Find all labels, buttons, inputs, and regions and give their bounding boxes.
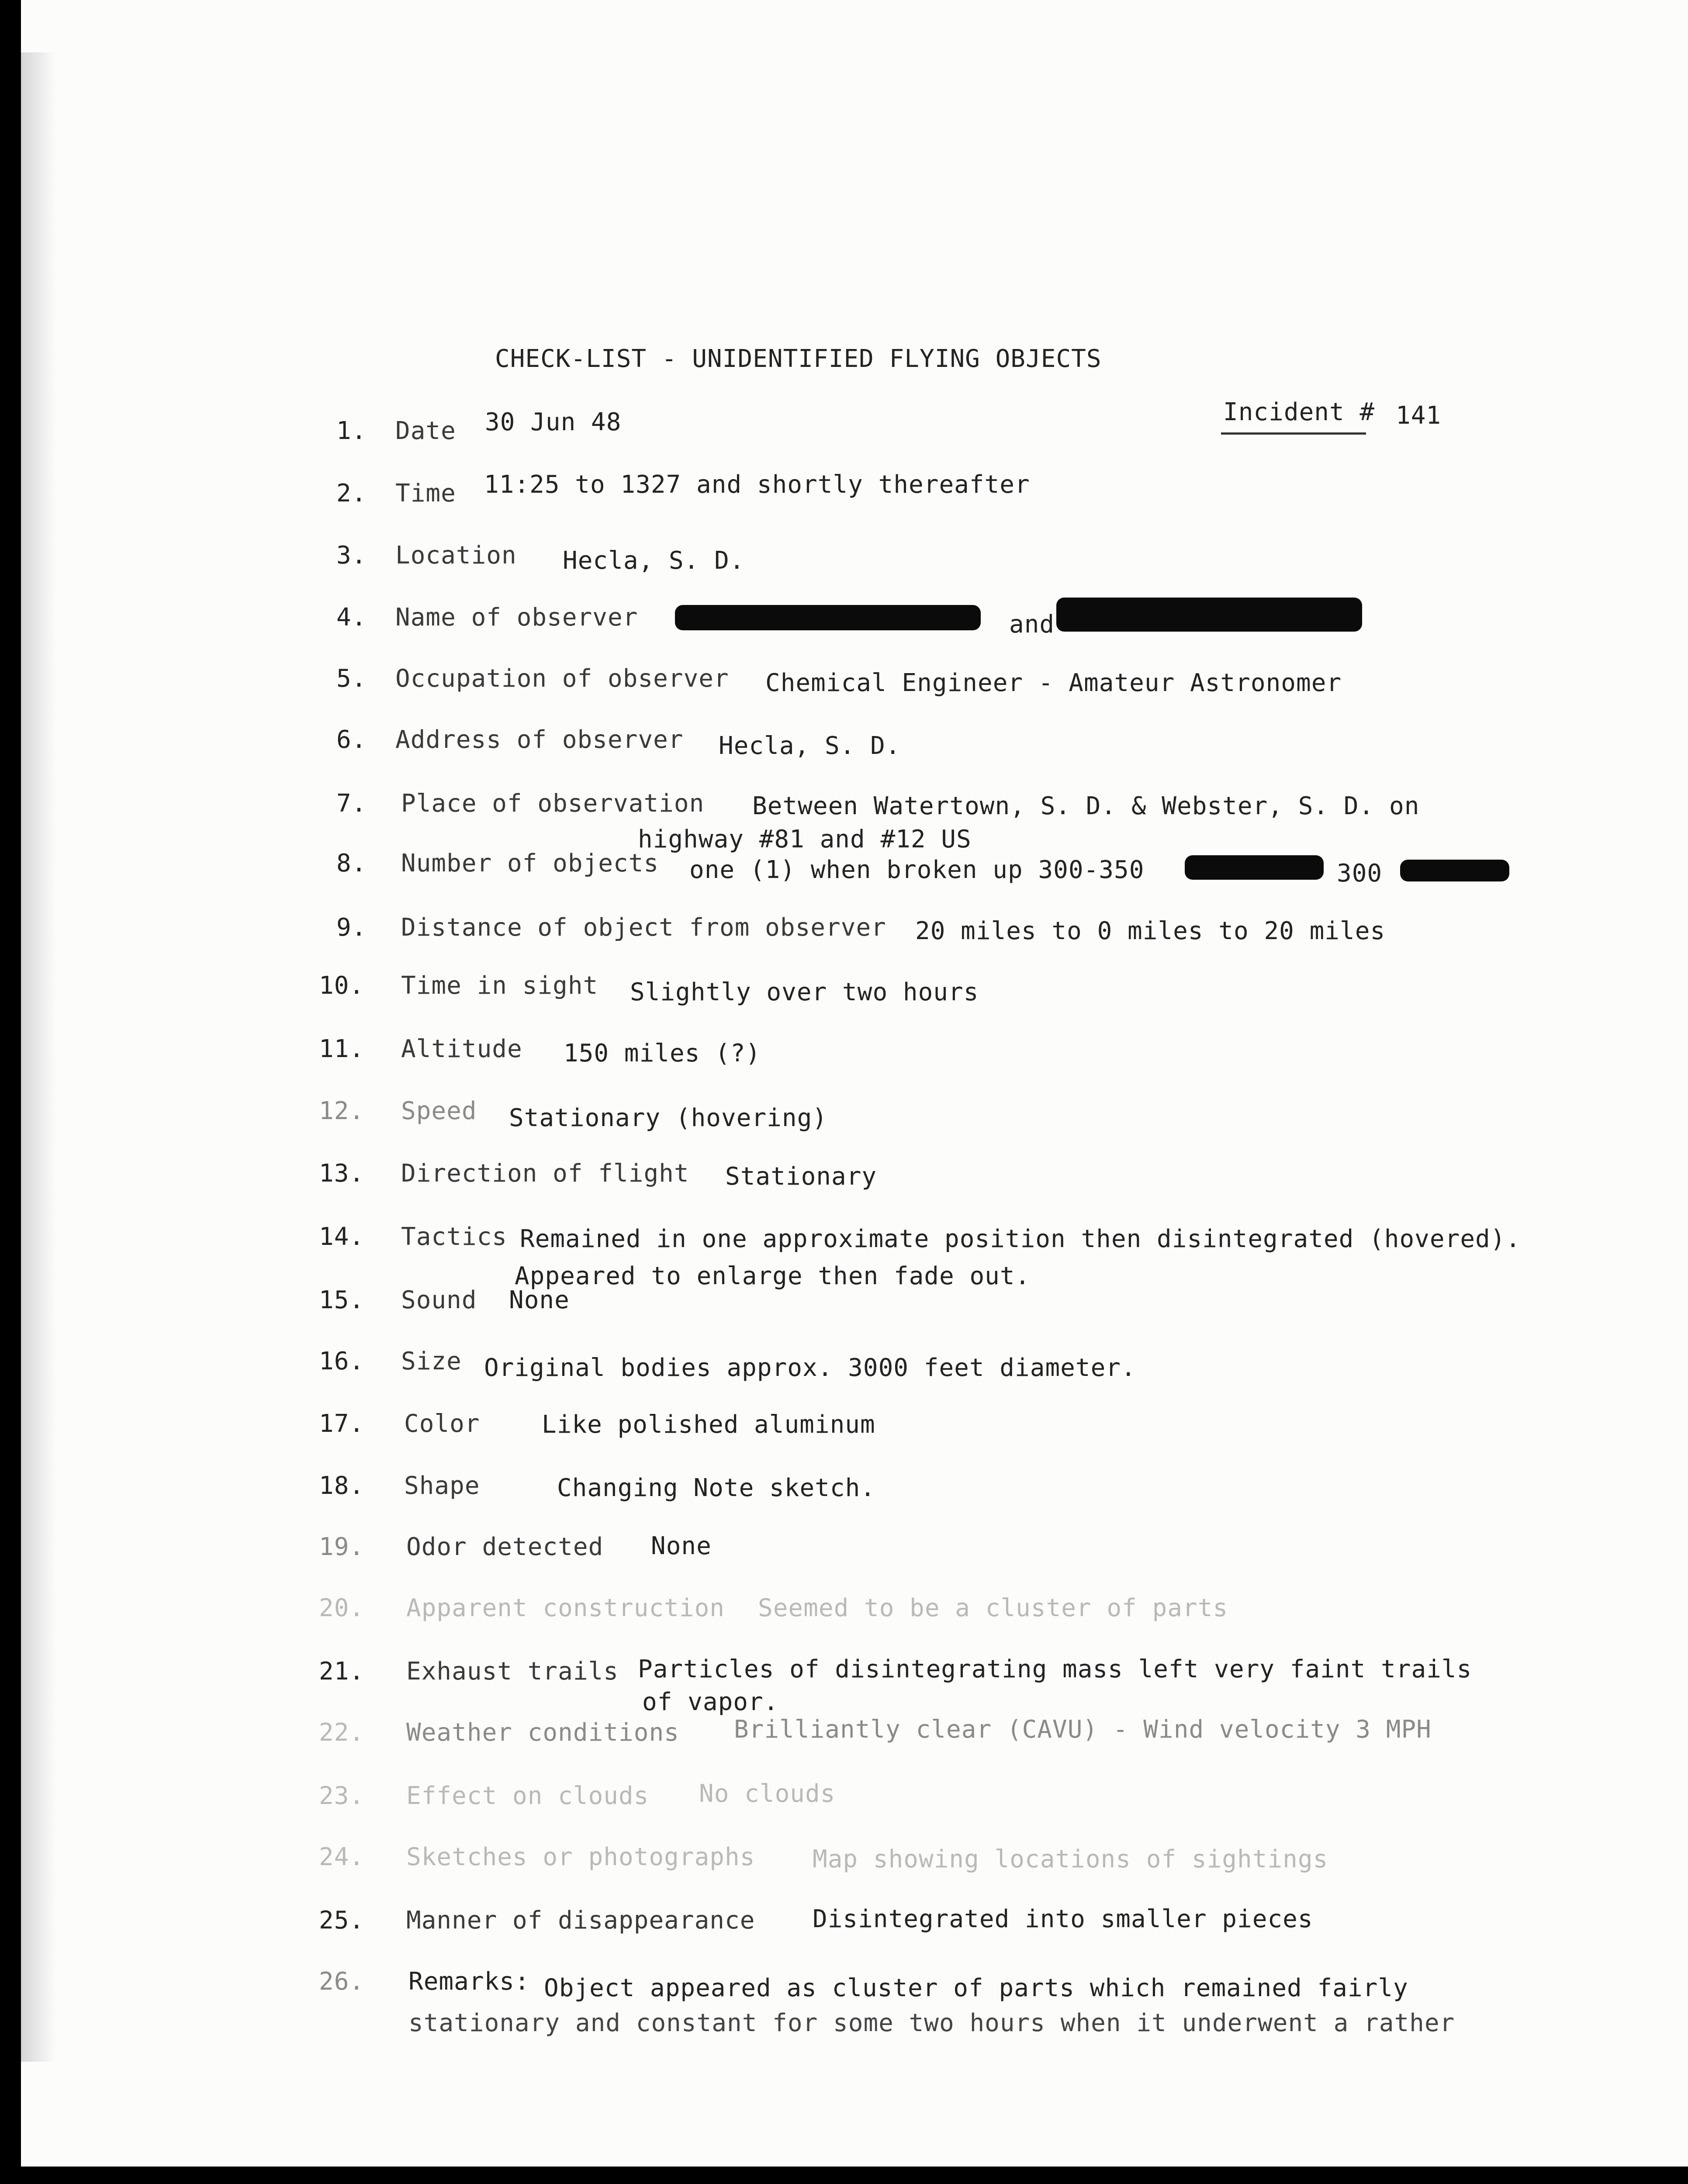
item-value-continued: highway #81 and #12 US — [638, 825, 972, 854]
incident-number: 141 — [1396, 401, 1442, 430]
item-label: Sketches or photographs — [406, 1843, 755, 1871]
item-label: Name of observer — [395, 603, 638, 632]
item-value-continued: stationary and constant for some two hours when it underwent a rather — [408, 2009, 1455, 2037]
item-label: Exhaust trails — [406, 1657, 619, 1686]
item-value: No clouds — [699, 1780, 836, 1808]
item-number: 8. — [336, 849, 367, 878]
item-number: 7. — [336, 789, 367, 818]
item-number: 14. — [319, 1223, 365, 1251]
item-label: Odor detected — [406, 1533, 604, 1561]
item-number: 4. — [336, 603, 367, 632]
item-value: Original bodies approx. 3000 feet diameter. — [484, 1354, 1136, 1382]
page-edge-shadow — [21, 52, 56, 2062]
item-number: 20. — [319, 1594, 365, 1622]
item-number: 22. — [319, 1718, 365, 1747]
item-value: Hecla, S. D. — [719, 732, 901, 760]
item-number: 3. — [336, 541, 367, 570]
item-value: Like polished aluminum — [542, 1410, 875, 1439]
item-value-continued: of vapor. — [642, 1688, 779, 1716]
item-value-continued: 300 — [1337, 859, 1383, 888]
item-label: Place of observation — [401, 789, 705, 818]
item-value: Hecla, S. D. — [563, 546, 745, 575]
item-label: Shape — [404, 1472, 480, 1500]
item-number: 10. — [319, 971, 365, 1000]
item-value: 20 miles to 0 miles to 20 miles — [915, 917, 1386, 945]
redaction-bar — [1400, 860, 1509, 881]
item-number: 5. — [336, 664, 367, 693]
item-value: Seemed to be a cluster of parts — [758, 1594, 1228, 1622]
item-value: 11:25 to 1327 and shortly thereafter — [484, 470, 1030, 499]
redaction-bar — [1056, 598, 1362, 632]
document-title: CHECK-LIST - UNIDENTIFIED FLYING OBJECTS — [495, 345, 1102, 373]
item-number: 1. — [336, 417, 367, 445]
item-label: Date — [395, 417, 456, 445]
item-label: Number of objects — [401, 849, 659, 878]
item-label: Direction of flight — [401, 1159, 689, 1188]
item-label: Speed — [401, 1097, 477, 1125]
item-label: Altitude — [401, 1035, 522, 1063]
item-number: 9. — [336, 913, 367, 942]
item-number: 23. — [319, 1782, 365, 1810]
item-label: Occupation of observer — [395, 664, 729, 693]
item-label: Address of observer — [395, 726, 684, 754]
item-number: 13. — [319, 1159, 365, 1188]
item-number: 25. — [319, 1906, 365, 1935]
item-number: 12. — [319, 1097, 365, 1125]
item-value: None — [651, 1532, 712, 1560]
item-label: Effect on clouds — [406, 1782, 649, 1810]
item-label: Apparent construction — [406, 1594, 725, 1622]
item-number: 2. — [336, 479, 367, 508]
item-value: Stationary — [725, 1162, 877, 1191]
item-value: Remained in one approximate position then disintegrated (hovered). — [520, 1225, 1521, 1253]
item-number: 21. — [319, 1657, 365, 1686]
item-number: 15. — [319, 1286, 365, 1314]
item-value: Stationary (hovering) — [509, 1104, 828, 1132]
item-label: Time — [395, 479, 456, 508]
item-value: Object appeared as cluster of parts which remained fairly — [544, 1974, 1408, 2002]
item-label: Time in sight — [401, 971, 598, 1000]
redaction-bar — [1185, 855, 1324, 880]
item-number: 17. — [319, 1410, 365, 1438]
document-page — [21, 0, 1688, 2167]
item-label: Manner of disappearance — [406, 1906, 755, 1935]
item-label: Weather conditions — [406, 1718, 679, 1747]
item-number: 24. — [319, 1843, 365, 1871]
item-label: Sound — [401, 1286, 477, 1314]
item-label: Location — [395, 541, 517, 570]
item-value: Slightly over two hours — [630, 978, 979, 1006]
item-value: and — [1009, 610, 1055, 639]
item-number: 26. — [319, 1967, 365, 1996]
item-label: Size — [401, 1347, 462, 1375]
item-value: Brilliantly clear (CAVU) - Wind velocity 3 MPH — [734, 1715, 1432, 1744]
item-number: 18. — [319, 1472, 365, 1500]
item-number: 6. — [336, 726, 367, 754]
item-number: 19. — [319, 1533, 365, 1561]
item-value: Between Watertown, S. D. & Webster, S. D. on — [752, 792, 1420, 820]
item-value: 30 Jun 48 — [485, 408, 622, 436]
item-label: Remarks: — [408, 1967, 530, 1996]
item-number: 11. — [319, 1035, 365, 1063]
item-value: Disintegrated into smaller pieces — [813, 1905, 1313, 1933]
item-label: Distance of object from observer — [401, 913, 886, 942]
incident-underline — [1221, 432, 1366, 435]
item-value: 150 miles (?) — [564, 1039, 761, 1068]
item-label: Color — [404, 1410, 480, 1438]
item-value: None — [509, 1286, 570, 1314]
item-value-continued: Appeared to enlarge then fade out. — [515, 1262, 1031, 1290]
redaction-bar — [675, 605, 981, 630]
item-value: Chemical Engineer - Amateur Astronomer — [765, 669, 1342, 697]
item-value: Particles of disintegrating mass left very faint trails — [638, 1655, 1472, 1683]
incident-label: Incident # — [1223, 398, 1375, 426]
item-value: one (1) when broken up 300-350 — [689, 856, 1145, 884]
item-value: Map showing locations of sightings — [813, 1845, 1328, 1873]
item-label: Tactics — [401, 1223, 508, 1251]
item-value: Changing Note sketch. — [557, 1474, 876, 1502]
item-number: 16. — [319, 1347, 365, 1375]
